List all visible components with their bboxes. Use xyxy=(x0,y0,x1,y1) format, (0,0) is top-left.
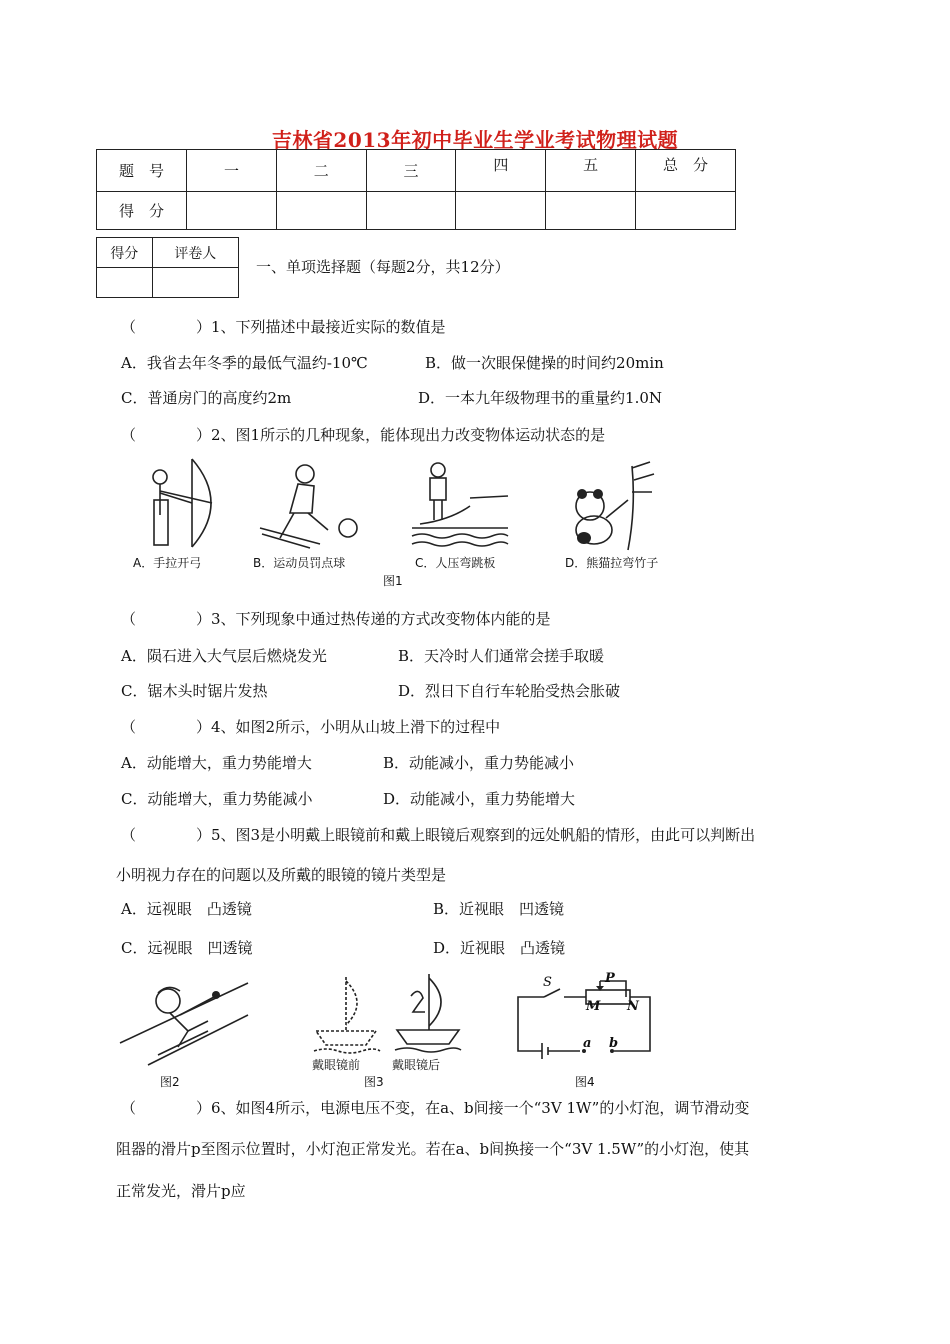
q1-option-b: B．做一次眼保健操的时间约20min xyxy=(425,354,664,372)
q5-option-a: A．远视眼 凸透镜 xyxy=(121,900,252,918)
slider-label: P xyxy=(605,971,615,986)
switch-label: S xyxy=(543,975,552,990)
diving-board-figure xyxy=(410,458,510,553)
score-cell[interactable] xyxy=(546,192,636,230)
fig1-label: 图1 xyxy=(383,574,403,588)
header-cell: 五 xyxy=(546,150,636,192)
q4-option-c: C．动能增大，重力势能减小 xyxy=(121,790,313,808)
terminal-a-label: a xyxy=(583,1036,592,1051)
page-title: 吉林省2013年初中毕业生学业考试物理试题 xyxy=(271,128,679,152)
q4-option-d: D．动能减小，重力势能增大 xyxy=(383,790,576,808)
q3-option-c: C．锯木头时锯片发热 xyxy=(121,682,268,700)
fig3-label: 图3 xyxy=(364,1075,384,1089)
score-cell[interactable] xyxy=(187,192,277,230)
score-header-row xyxy=(97,150,736,192)
header-cell: 一 xyxy=(187,150,277,192)
q3-option-d: D．烈日下自行车轮胎受热会胀破 xyxy=(398,682,621,700)
row-label: 得 分 xyxy=(97,192,187,230)
q1-option-d: D．一本九年级物理书的重量约1.0N xyxy=(418,389,663,407)
score-cell[interactable] xyxy=(636,192,736,230)
score-cell[interactable] xyxy=(276,192,366,230)
header-cell: 三 xyxy=(366,150,456,192)
score-table xyxy=(96,149,736,230)
q6-line3: 正常发光，滑片p应 xyxy=(116,1182,246,1200)
archer-figure xyxy=(140,455,230,550)
q6-line2: 阻器的滑片p至图示位置时，小灯泡正常发光。若在a、b间换接一个“3V 1.5W”的小灯泡，使其 xyxy=(116,1140,750,1158)
q3-option-b: B．天冷时人们通常会搓手取暖 xyxy=(398,647,605,665)
q4-option-a: A．动能增大，重力势能增大 xyxy=(121,754,312,772)
fig1-caption-c: C．人压弯跳板 xyxy=(415,556,496,570)
q1-option-a: A．我省去年冬季的最低气温约-10℃ xyxy=(121,354,368,372)
fig2-label: 图2 xyxy=(160,1075,180,1089)
fig3-caption-after: 戴眼镜后 xyxy=(392,1058,441,1072)
q5-option-d: D．近视眼 凸透镜 xyxy=(433,939,566,957)
grader-name-label: 评卷人 xyxy=(152,238,238,268)
header-cell: 题 号 xyxy=(97,150,187,192)
terminal-b-label: b xyxy=(609,1036,619,1051)
q4-option-b: B．动能减小，重力势能减小 xyxy=(383,754,575,772)
q5-option-b: B．近视眼 凹透镜 xyxy=(433,900,565,918)
boat-before-figure xyxy=(312,975,382,1055)
section-heading: 一、单项选择题（每题2分，共12分） xyxy=(256,258,510,276)
grader-name-cell[interactable] xyxy=(152,268,238,298)
skier-figure xyxy=(118,975,253,1070)
header-cell: 总 分 xyxy=(636,150,736,192)
q5-stem-line2: 小明视力存在的问题以及所戴的眼镜的镜片类型是 xyxy=(116,866,447,884)
q5-stem-line1: （ ）5、图3是小明戴上眼镜前和戴上眼镜后观察到的远处帆船的情形，由此可以判断出 xyxy=(121,826,756,844)
fig3-caption-before: 戴眼镜前 xyxy=(312,1058,361,1072)
q6-line1: （ ）6、如图4所示，电源电压不变，在a、b间接一个“3V 1W”的小灯泡，调节滑动变 xyxy=(121,1099,750,1117)
q3-stem: （ ）3、下列现象中通过热传递的方式改变物体内能的是 xyxy=(121,610,551,628)
q1-stem: （ ）1、下列描述中最接近实际的数值是 xyxy=(121,318,446,336)
terminal-m-label: M xyxy=(586,999,601,1014)
soccer-player-figure xyxy=(250,458,370,553)
q2-stem: （ ）2、图1所示的几种现象，能体现出力改变物体运动状态的是 xyxy=(121,426,606,444)
fig1-caption-b: B．运动员罚点球 xyxy=(253,556,346,570)
panda-bamboo-figure xyxy=(562,458,672,553)
fig1-caption-d: D．熊猫拉弯竹子 xyxy=(565,556,659,570)
q3-option-a: A．陨石进入大气层后燃烧发光 xyxy=(121,647,327,665)
terminal-n-label: N xyxy=(627,999,639,1014)
score-cell[interactable] xyxy=(456,192,546,230)
fig1-caption-a: A．手拉开弓 xyxy=(133,556,202,570)
q4-stem: （ ）4、如图2所示，小明从山坡上滑下的过程中 xyxy=(121,718,501,736)
grader-table xyxy=(96,237,239,298)
score-cell[interactable] xyxy=(366,192,456,230)
q1-option-c: C．普通房门的高度约2m xyxy=(121,389,292,407)
boat-after-figure xyxy=(393,972,463,1054)
grader-score-label: 得分 xyxy=(97,238,153,268)
fig4-label: 图4 xyxy=(575,1075,595,1089)
score-value-row xyxy=(97,192,736,230)
header-cell: 四 xyxy=(456,150,546,192)
header-cell: 二 xyxy=(276,150,366,192)
grader-score-cell[interactable] xyxy=(97,268,153,298)
q5-option-c: C．远视眼 凹透镜 xyxy=(121,939,253,957)
